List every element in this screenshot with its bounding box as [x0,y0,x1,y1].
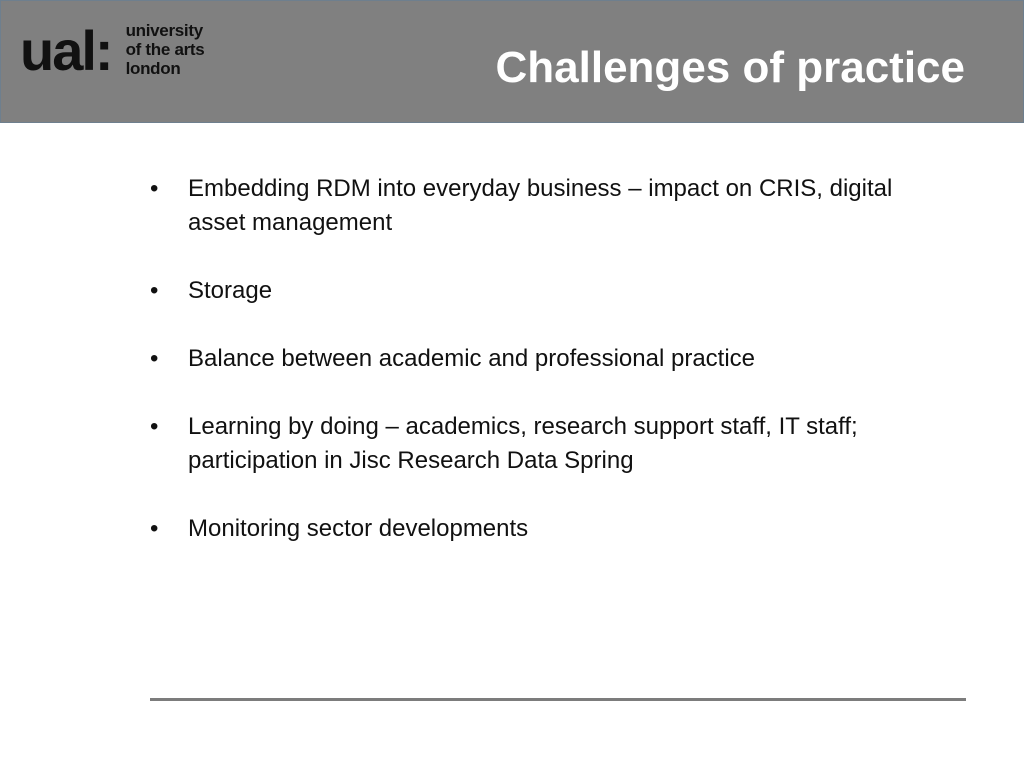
bullet-item [147,410,947,478]
footer-divider [150,698,966,701]
bullet-dot-icon: • [150,175,159,202]
bullet-dot-icon: • [150,277,159,304]
bullet-item [147,274,947,308]
logo-mark: ual: [20,19,112,82]
bullet-text: Storage [188,277,273,304]
bullet-list [147,172,947,580]
bullet-text: Monitoring sector developments [188,515,529,542]
logo-line-1: university [125,21,203,40]
bullet-item [147,342,947,376]
ual-logo [20,19,205,87]
slide-title: Challenges of practice [495,43,965,92]
logo-line-3: london [125,59,181,78]
logo-wordmark [126,21,205,78]
bullet-dot-icon: • [150,515,159,542]
slide-header [0,0,1024,123]
bullet-item [147,512,947,546]
bullet-text: Embedding RDM into everyday business – impact on CRIS, digital asset management [188,175,893,236]
logo-line-2: of the arts [125,40,205,59]
bullet-text: Learning by doing – academics, research support staff, IT staff; participation in Jisc Research Data Spring [188,413,858,474]
bullet-item [147,172,947,240]
bullet-text: Balance between academic and professional practice [188,345,756,372]
bullet-dot-icon: • [150,345,159,372]
bullet-dot-icon: • [150,413,159,440]
